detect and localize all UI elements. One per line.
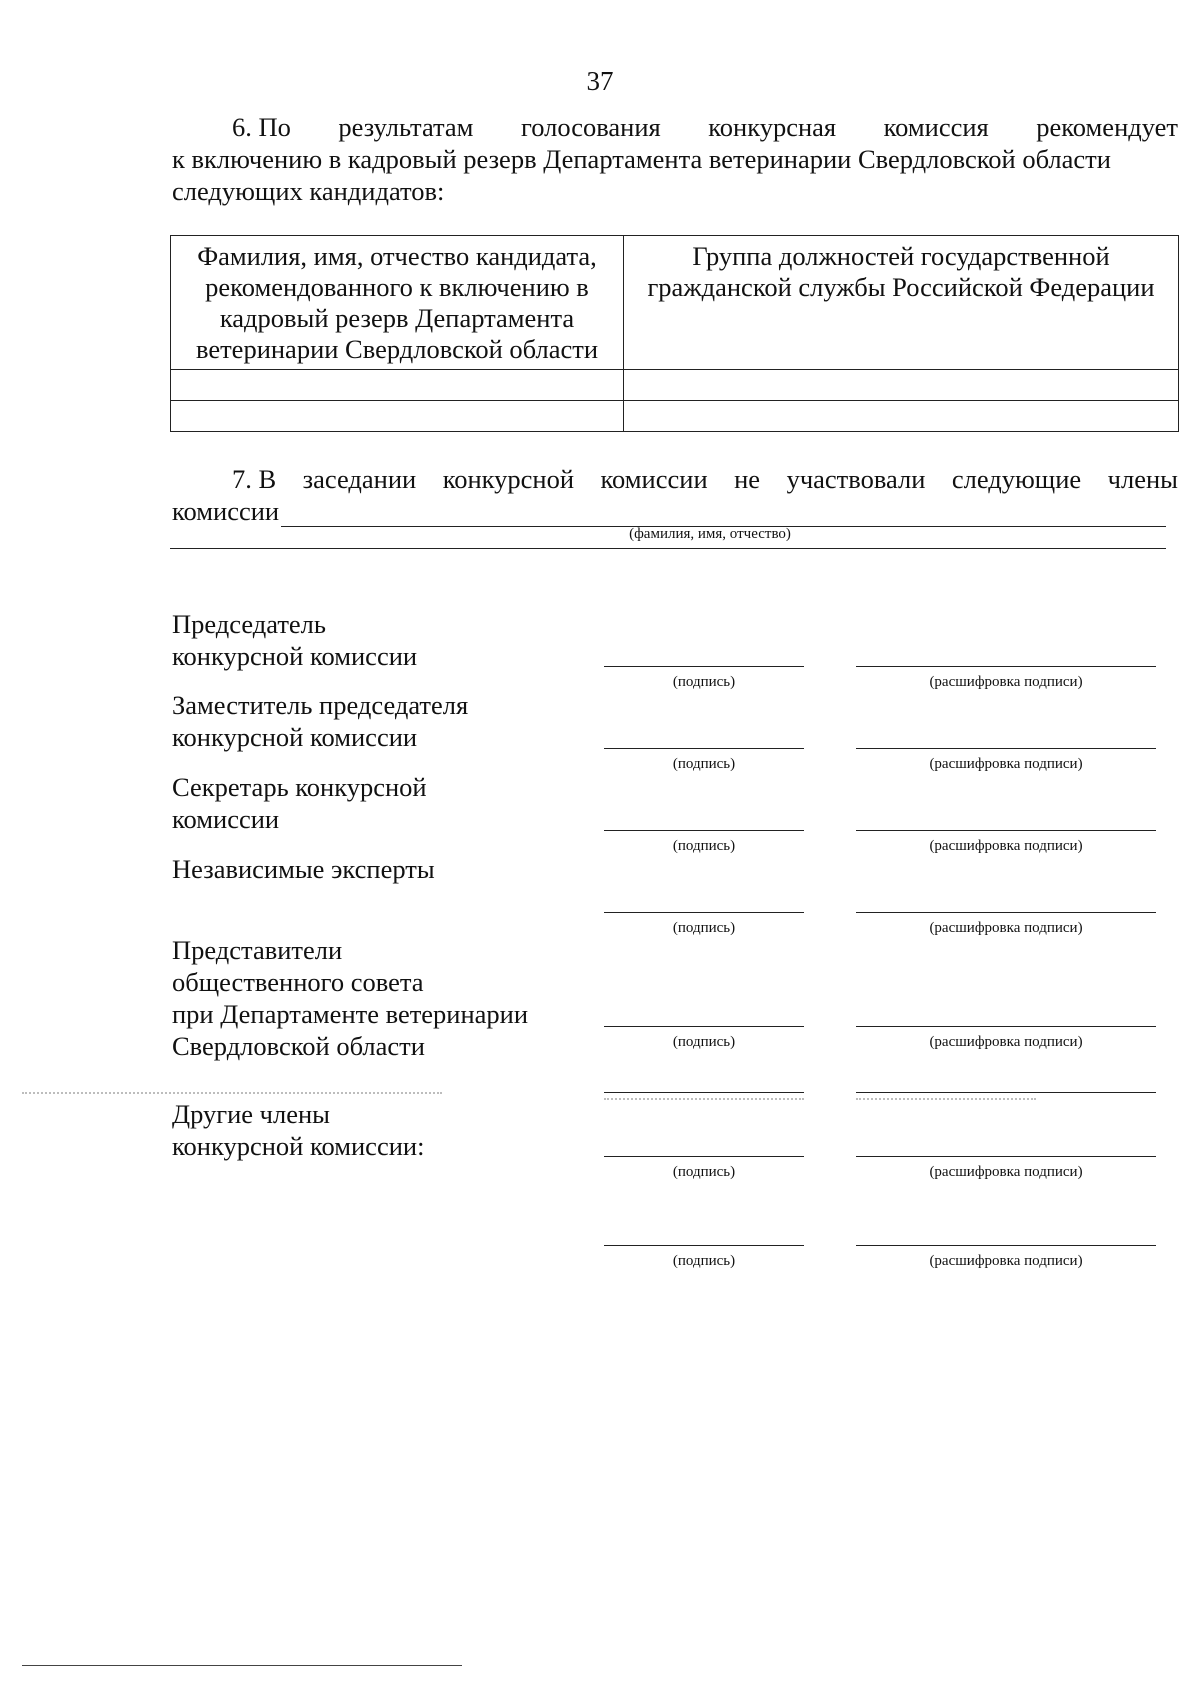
signature-caption: (подпись): [672, 838, 736, 854]
decode-caption: (расшифровка подписи): [929, 1253, 1083, 1269]
table-header-position-group: Группа должностей государственной гражданской службы Российской Федерации: [624, 236, 1179, 370]
signature-decode-line[interactable]: [856, 1156, 1156, 1157]
section-7-line-2: комиссии: [172, 495, 1178, 527]
absent-members-field-2[interactable]: [170, 548, 1166, 549]
table-header-row: [171, 236, 1179, 370]
signature-caption: (подпись): [672, 674, 736, 690]
role-deputy-chairman: Заместитель председателя конкурсной комиссии: [172, 690, 469, 752]
section-6-paragraph: [172, 111, 1178, 207]
table-cell[interactable]: [171, 370, 624, 401]
footer-rule: [22, 1665, 462, 1666]
decode-caption: (расшифровка подписи): [929, 674, 1083, 690]
role-secretary: Секретарь конкурсной комиссии: [172, 772, 427, 834]
scan-artifact: [604, 1098, 804, 1100]
section-7-paragraph: [172, 463, 1178, 527]
page-number: 37: [586, 66, 614, 96]
signature-decode-line[interactable]: [856, 666, 1156, 667]
signature-caption: (подпись): [672, 756, 736, 772]
signature-caption: (подпись): [672, 920, 736, 936]
signature-decode-line[interactable]: [856, 748, 1156, 749]
section-6-line-1: 6. По результатам голосования конкурсная комиссия рекомендует: [232, 112, 1178, 142]
absent-members-field[interactable]: [281, 500, 1166, 527]
signature-line[interactable]: [604, 1026, 804, 1027]
role-independent-experts: Независимые эксперты: [172, 854, 435, 884]
table-header-candidate: Фамилия, имя, отчество кандидата, рекомендованного к включению в кадровый резерв Департамента ветеринарии Свердловской области: [171, 236, 624, 370]
signature-line[interactable]: [604, 1245, 804, 1246]
signature-decode-line[interactable]: [856, 1026, 1156, 1027]
signature-line[interactable]: [604, 748, 804, 749]
table-row: [171, 370, 1179, 401]
signature-decode-line[interactable]: [856, 1245, 1156, 1246]
signature-line[interactable]: [604, 666, 804, 667]
section-6-line-3: следующих кандидатов:: [172, 176, 445, 206]
scan-artifact: [22, 1092, 442, 1094]
signature-decode-line[interactable]: [856, 912, 1156, 913]
table-cell[interactable]: [171, 401, 624, 432]
role-other-members: Другие члены конкурсной комиссии:: [172, 1099, 425, 1161]
decode-caption: (расшифровка подписи): [929, 838, 1083, 854]
signature-decode-line[interactable]: [856, 830, 1156, 831]
section-6-line-2: к включению в кадровый резерв Департамента ветеринарии Свердловской области: [172, 144, 1111, 174]
signature-decode-line[interactable]: [856, 1092, 1156, 1093]
signature-line[interactable]: [604, 1156, 804, 1157]
table-cell[interactable]: [624, 401, 1179, 432]
absent-members-caption: (фамилия, имя, отчество): [629, 526, 791, 542]
role-chairman: Председатель конкурсной комиссии: [172, 609, 418, 671]
candidates-table: [170, 235, 1179, 432]
role-public-council: Представители общественного совета при Департаменте ветеринарии Свердловской области: [172, 935, 529, 1061]
decode-caption: (расшифровка подписи): [929, 756, 1083, 772]
table-cell[interactable]: [624, 370, 1179, 401]
table-row: [171, 401, 1179, 432]
signature-line[interactable]: [604, 912, 804, 913]
signature-line[interactable]: [604, 1092, 804, 1093]
decode-caption: (расшифровка подписи): [929, 1034, 1083, 1050]
signature-line[interactable]: [604, 830, 804, 831]
signature-caption: (подпись): [672, 1034, 736, 1050]
section-7-line-1: 7. В заседании конкурсной комиссии не участвовали следующие члены: [232, 464, 1178, 494]
signature-caption: (подпись): [672, 1164, 736, 1180]
scan-artifact: [856, 1098, 1036, 1100]
decode-caption: (расшифровка подписи): [929, 1164, 1083, 1180]
signature-caption: (подпись): [672, 1253, 736, 1269]
decode-caption: (расшифровка подписи): [929, 920, 1083, 936]
